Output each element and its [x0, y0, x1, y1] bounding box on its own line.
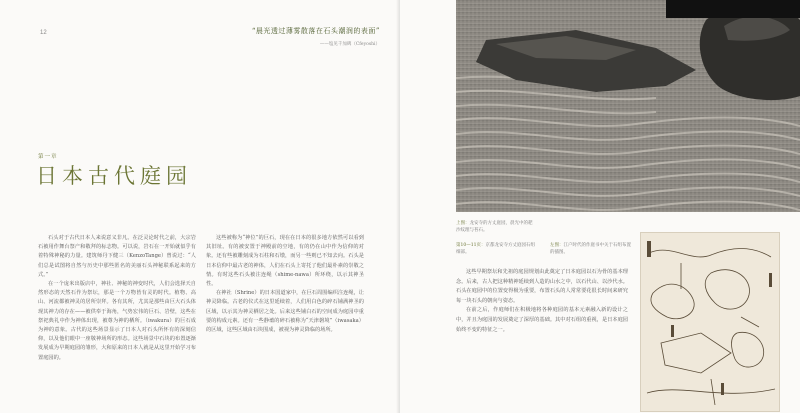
- right-page: [400, 0, 800, 413]
- caption-key: 左图：: [550, 243, 564, 248]
- paragraph: 在神社（Shrine）的日本国道家中，在巨石周围编织注连绳，让神灵降临。古老的仪式在这里延续着，人们用白色的碎石铺满神圣的区域，以示其为神灵栖居之处。后来这些铺白石的空间成为庭园中重要的构成元素。还有一些静谧的碎石被称为“天津磐境”（iwasaka）的区域，这些区域由石块围成，被视为神灵降临的场所。: [206, 290, 364, 334]
- sketch-caption: [550, 242, 634, 256]
- caption-text: 京都龙安寺方丈庭园石组细部。: [456, 243, 535, 255]
- chapter-label: 第一章: [38, 154, 58, 160]
- caption-key: 上图：: [456, 221, 470, 226]
- caption-text: 龙安寺的方丈庭园，晨光中的耙沙纹理与苔石。: [456, 221, 533, 233]
- epigraph-text: “晨光透过薄雾散落在石头潮润的表面”: [251, 27, 380, 35]
- right-body-text: [456, 268, 628, 335]
- rock-garden-photo: [456, 0, 800, 212]
- paragraph: 在一个庞米出版店中，神社、神秘的神变时代，人们会选择天自然形态的天然石作为祭坛，那是一个万物皆有灵的时代。植物、高山、河流都被神灵的居所崇拜。各有其所，尤其是那些由巨大石头体现其神力的存在——被供奉于海角，气势宏伟的巨石、岩壁，这些在祭祀典礼中作为神体出现，被尊为神的栖所。（iwakura）的巨石成为神的意象。古代的这些场景显示了日本人对石头所怀有的深刻信仰，以及他们眼中一座敬神场所的形态。这些场景中石块的布置逐渐发展成为早期庭园的雏形，大和原来的日本人就是从这里开始学习布置庭园的。: [38, 281, 196, 361]
- raked-gravel-rock-illustration: [456, 0, 800, 212]
- paragraph: 这些被称为“神位”的巨石，现在在日本的很多地方依然可以看到其旧址。有的被安置于神殿前的空地，有的仍在山中作为信仰的对象。还有些被雕刻成为石柱和石墩，而另一些则已不知去向。石头是日本信仰中最古老的神体，人们在石头上寄托了他们最朴素的崇敬之情。有时这些石头被注连绳（shime-nawa）所环绕，以示其神圣性。: [206, 235, 364, 288]
- epigraph-source: ——塩见千加碑（Cfeyoshi）: [319, 42, 380, 47]
- paragraph: 这些早期祭坛和先祖的庭园规划由此奠定了日本庭园以石为骨的基本理念。后来，古人把这种精神延续到人造的山水之中，以石代山、以沙代水。石头在庭园中的位置变得极为重要，布置石头的人常常要花很长时间来研究每一块石头的朝向与姿态。: [456, 269, 628, 304]
- sketch-drawing: [641, 233, 780, 412]
- photo-caption-2: [456, 242, 536, 256]
- chapter-title: 日本古代庭园: [36, 164, 192, 188]
- paragraph: 在前之后，作庭师们在积极地将各种庭园的基本元素融入新的设计之中，并且为庭园的发展奠定了深厚的基础。其中对石组的重视，是日本庭园始终不变的特征之一。: [456, 307, 628, 333]
- garden-sketch-illustration: [640, 232, 780, 412]
- body-column-1: [38, 234, 196, 363]
- page-number-left: 12: [40, 30, 47, 36]
- caption-key: 第10—11页：: [456, 243, 486, 248]
- epigraph: [170, 26, 380, 47]
- body-column-2: [206, 234, 364, 335]
- paragraph: 石头对于古代日本人来说意义非凡。在泛灵论时代之前，大宗岩石被用作舞台祭产和敬拜的标志物。可以说，岩石在一开始就似乎有着特殊神秘的力量。建筑师丹下健三（KenzoTange）曾说过：“人们总是试图将自然与历史中那些匿名的美丽石头神秘联系起来的方式。”: [38, 235, 196, 278]
- photo-caption-1: [456, 220, 536, 234]
- caption-text: 江户时代的作庭书中关于石组布置的插图。: [550, 243, 631, 255]
